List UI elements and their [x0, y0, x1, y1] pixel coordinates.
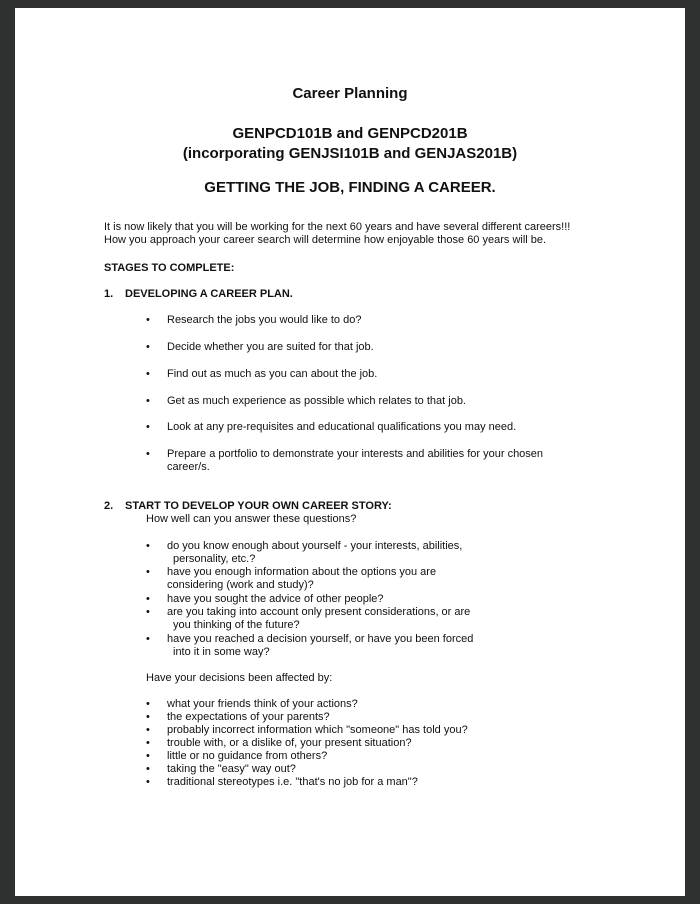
affected-item: trouble with, or a dislike of, your present situation? [167, 737, 412, 749]
bullet-icon: • [146, 341, 150, 353]
question-item: have you enough information about the options you are [167, 566, 437, 578]
section-2-prompt: How well can you answer these questions? [146, 513, 357, 525]
list-item: Find out as much as you can about the job. [167, 368, 378, 380]
intro-line-1: It is now likely that you will be working for the next 60 years and have several different careers!!! [104, 221, 571, 233]
bullet-icon: • [146, 776, 150, 788]
bullet-icon: • [146, 448, 150, 460]
list-item-continuation: career/s. [167, 461, 210, 473]
affected-item: little or no guidance from others? [167, 750, 328, 762]
affected-item: taking the "easy" way out? [167, 763, 296, 775]
affected-item: the expectations of your parents? [167, 711, 330, 723]
stages-heading: STAGES TO COMPLETE: [104, 262, 235, 274]
course-codes-incorporating: (incorporating GENJSI101B and GENJAS201B) [182, 145, 518, 162]
bullet-icon: • [146, 593, 150, 605]
bullet-icon: • [146, 724, 150, 736]
question-item-continuation: considering (work and study)? [167, 579, 314, 591]
question-item-continuation: into it in some way? [173, 646, 270, 658]
question-item-continuation: personality, etc.? [173, 553, 256, 565]
bullet-icon: • [146, 750, 150, 762]
bullet-icon: • [146, 368, 150, 380]
affected-prompt: Have your decisions been affected by: [146, 672, 333, 684]
list-item: Get as much experience as possible which relates to that job. [167, 395, 466, 407]
bullet-icon: • [146, 421, 150, 433]
bullet-icon: • [146, 606, 150, 618]
section-1-heading: DEVELOPING A CAREER PLAN. [125, 288, 293, 300]
bullet-icon: • [146, 540, 150, 552]
document-title: Career Planning [292, 85, 408, 102]
bullet-icon: • [146, 633, 150, 645]
list-item: Prepare a portfolio to demonstrate your interests and abilities for your chosen [167, 448, 544, 460]
intro-line-2: How you approach your career search will determine how enjoyable those 60 years will be. [104, 234, 547, 246]
question-item: have you reached a decision yourself, or have you been forced [167, 633, 474, 645]
affected-item: what your friends think of your actions? [167, 698, 358, 710]
bullet-icon: • [146, 566, 150, 578]
list-item: Decide whether you are suited for that job. [167, 341, 374, 353]
document-subtitle: GETTING THE JOB, FINDING A CAREER. [204, 179, 496, 196]
bullet-icon: • [146, 314, 150, 326]
affected-item: probably incorrect information which "someone" has told you? [167, 724, 468, 736]
course-codes: GENPCD101B and GENPCD201B [232, 125, 468, 142]
question-item: do you know enough about yourself - your interests, abilities, [167, 540, 463, 552]
list-item: Research the jobs you would like to do? [167, 314, 362, 326]
section-2-heading: START TO DEVELOP YOUR OWN CAREER STORY: [125, 500, 392, 512]
question-item-continuation: you thinking of the future? [173, 619, 300, 631]
section-1-number: 1. [104, 288, 114, 300]
list-item: Look at any pre-requisites and educational qualifications you may need. [167, 421, 517, 433]
document-page [15, 8, 685, 896]
bullet-icon: • [146, 763, 150, 775]
bullet-icon: • [146, 711, 150, 723]
bullet-icon: • [146, 395, 150, 407]
question-item: are you taking into account only present considerations, or are [167, 606, 471, 618]
section-2-number: 2. [104, 500, 114, 512]
affected-item: traditional stereotypes i.e. "that's no job for a man"? [167, 776, 418, 788]
bullet-icon: • [146, 698, 150, 710]
bullet-icon: • [146, 737, 150, 749]
question-item: have you sought the advice of other people? [167, 593, 384, 605]
